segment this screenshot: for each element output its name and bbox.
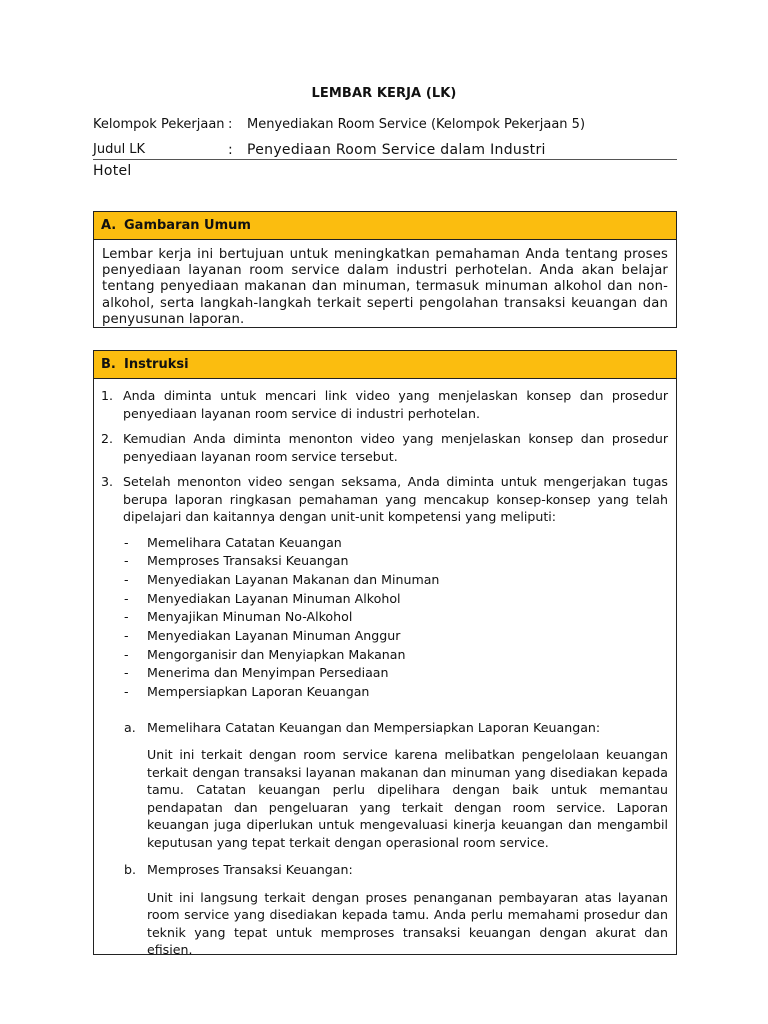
section-heading (94, 212, 676, 240)
meta-divider (93, 159, 677, 160)
section-number: B. (101, 357, 116, 372)
subsection-body: Unit ini langsung terkait dengan proses penanganan pembayaran atas layanan room service yang disediakan kepada tamu. Anda perlu memahami prosedur dan teknik yang tepat untuk memproses transaksi keuangan dengan akurat dan efisien. (147, 889, 668, 958)
section-body (94, 379, 676, 959)
list-item: - Menyajikan Minuman No-Alkohol (124, 609, 353, 625)
meta-colon: : (228, 117, 233, 132)
competency-list (101, 534, 668, 702)
instruction-step (101, 473, 668, 526)
section-title: Gambaran Umum (124, 218, 251, 233)
step-text: Kemudian Anda diminta menonton video yang menjelaskan konsep dan prosedur penyediaan layanan room service tersebut. (123, 431, 668, 464)
list-item: - Menyediakan Layanan Makanan dan Minuman (124, 571, 440, 587)
list-item: - Menyediakan Layanan Minuman Alkohol (124, 590, 401, 606)
list-item: - Menerima dan Menyimpan Persediaan (124, 665, 389, 681)
meta-label: Kelompok Pekerjaan (93, 117, 225, 132)
section-gambaran-umum (93, 211, 677, 328)
meta-value-continuation: Hotel (93, 163, 132, 179)
section-instruksi (93, 350, 677, 958)
section-heading (94, 351, 676, 379)
step-text: Setelah menonton video sengan seksama, Anda diminta untuk mengerjakan tugas berupa laporan ringkasan pemahaman yang mencakup konsep-konsep yang telah dipelajari dan kaitannya dengan unit-unit kompetensi yang meliputi: (123, 474, 668, 524)
instruction-step (101, 430, 668, 465)
subsection-heading (101, 719, 668, 737)
list-item: - Menyediakan Layanan Minuman Anggur (124, 628, 401, 644)
list-item: - Memproses Transaksi Keuangan (124, 553, 349, 569)
subsection-title: Memelihara Catatan Keuangan dan Mempersiapkan Laporan Keuangan: (147, 719, 601, 735)
subsection-letter: b. (124, 862, 136, 878)
document-title: LEMBAR KERJA (LK) (311, 86, 457, 101)
meta-value: Menyediakan Room Service (Kelompok Pekerjaan 5) (247, 117, 586, 132)
instruction-step (101, 387, 668, 422)
list-item: - Memelihara Catatan Keuangan (124, 534, 342, 550)
subsection-title: Memproses Transaksi Keuangan: (147, 862, 353, 878)
step-number: 2. (101, 431, 114, 446)
list-item: - Mengorganisir dan Menyiapkan Makanan (124, 646, 406, 662)
step-number: 3. (101, 474, 114, 489)
meta-label: Judul LK (93, 142, 146, 157)
subsection-heading (101, 861, 668, 879)
section-number: A. (101, 218, 117, 233)
subsection-body: Unit ini terkait dengan room service karena melibatkan pengelolaan keuangan terkait dengan transaksi layanan makanan dan minuman yang disediakan kepada tamu. Catatan keuangan perlu dipelihara dengan baik untuk memantau pendapatan dan pengeluaran yang terkait dengan room service. Laporan keuangan juga diperlukan untuk mengevaluasi kinerja keuangan dan mengambil keputusan yang tepat terkait dengan operasional room service. (147, 747, 668, 850)
section-body: Lembar kerja ini bertujuan untuk meningkatkan pemahaman Anda tentang proses penyediaan layanan room service dalam industri perhotelan. Anda akan belajar tentang penyediaan makanan dan minuman, termasuk minuman alkohol dan non-alkohol, serta langkah-langkah terkait seperti pengolahan transaksi keuangan dan penyusunan laporan. (102, 247, 668, 327)
meta-value: Penyediaan Room Service dalam Industri (247, 142, 546, 158)
step-text: Anda diminta untuk mencari link video yang menjelaskan konsep dan prosedur penyediaan layanan room service di industri perhotelan. (123, 388, 668, 421)
subsection-letter: a. (124, 719, 136, 735)
section-title: Instruksi (124, 357, 189, 372)
list-item: - Mempersiapkan Laporan Keuangan (124, 684, 370, 700)
meta-colon: : (228, 142, 233, 158)
step-number: 1. (101, 388, 114, 403)
